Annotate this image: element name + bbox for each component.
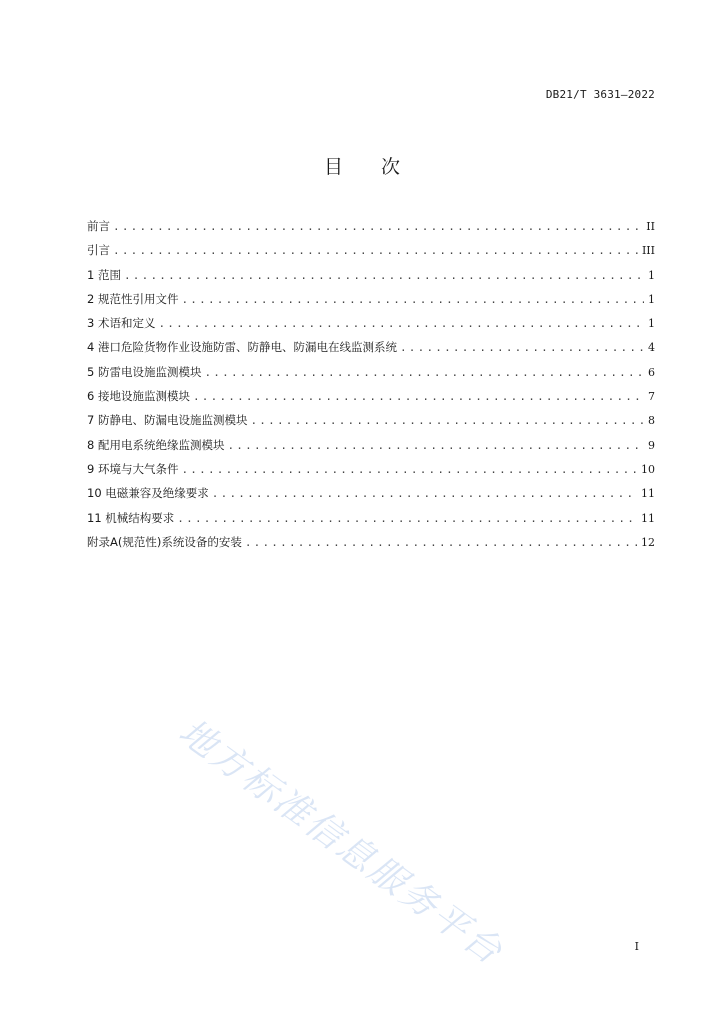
toc-entry-page: 6 <box>648 365 655 379</box>
toc-entry-appendix-a[interactable] <box>87 534 655 558</box>
toc-leader-dots <box>124 269 644 282</box>
toc-entry-label: 7 防静电、防漏电设施监测模块 <box>87 412 250 428</box>
toc-entry-page: 1 <box>648 292 655 306</box>
watermark: 地方标准信息服务平台 <box>171 711 511 974</box>
toc-entry-grounding-module[interactable] <box>87 388 655 412</box>
toc-leader-dots <box>245 536 637 549</box>
toc-leader-dots <box>193 390 644 403</box>
toc-entry-terms-definitions[interactable] <box>87 315 655 339</box>
toc-leader-dots <box>250 414 644 427</box>
toc-entry-label: 3 术语和定义 <box>87 315 158 331</box>
toc-entry-page: III <box>641 244 655 258</box>
toc-leader-dots <box>227 439 644 452</box>
title-char-1: 目 <box>323 156 343 178</box>
title-char-2: 次 <box>381 156 401 178</box>
toc-entry-scope[interactable] <box>87 267 655 291</box>
toc-entry-page: 4 <box>648 341 655 355</box>
toc-entry-page: 11 <box>641 511 655 525</box>
toc-entry-label: 2 规范性引用文件 <box>87 291 181 307</box>
toc-entry-label: 附录A(规范性)系统设备的安装 <box>87 534 245 550</box>
toc-leader-dots <box>212 487 637 500</box>
toc-entry-page: 8 <box>648 414 655 428</box>
toc-entry-label: 4 港口危险货物作业设施防雷、防静电、防漏电在线监测系统 <box>87 339 400 355</box>
toc-entry-label: 8 配用电系统绝缘监测模块 <box>87 437 227 453</box>
table-of-contents <box>87 218 655 558</box>
toc-entry-page: II <box>646 220 655 233</box>
toc-entry-emc-insulation[interactable] <box>87 485 655 509</box>
toc-entry-label: 引言 <box>87 242 113 258</box>
toc-entry-monitoring-system[interactable] <box>87 339 655 363</box>
toc-entry-page: 7 <box>648 390 655 404</box>
toc-leader-dots <box>204 366 644 379</box>
toc-leader-dots <box>181 463 637 476</box>
toc-entry-insulation-module[interactable] <box>87 437 655 461</box>
toc-entry-label: 11 机械结构要求 <box>87 510 177 526</box>
toc-leader-dots <box>181 293 644 306</box>
page-title <box>0 152 724 179</box>
toc-leader-dots <box>113 220 642 233</box>
toc-entry-label: 5 防雷电设施监测模块 <box>87 364 204 380</box>
toc-leader-dots <box>177 512 637 525</box>
toc-entry-lightning-module[interactable] <box>87 364 655 388</box>
toc-entry-page: 11 <box>641 487 655 501</box>
toc-entry-static-leakage-module[interactable] <box>87 412 655 436</box>
toc-leader-dots <box>158 317 644 330</box>
toc-entry-label: 1 范围 <box>87 267 124 283</box>
toc-entry-page: 1 <box>648 317 655 331</box>
toc-entry-label: 6 接地设施监测模块 <box>87 388 193 404</box>
toc-entry-page: 1 <box>648 268 655 282</box>
toc-entry-mechanical-structure[interactable] <box>87 510 655 534</box>
toc-entry-page: 9 <box>648 438 655 452</box>
standard-code: DB21/T 3631—2022 <box>545 88 655 101</box>
toc-entry-page: 12 <box>641 535 655 549</box>
page-number: I <box>634 940 639 953</box>
toc-leader-dots <box>113 244 638 257</box>
toc-entry-page: 10 <box>641 462 655 476</box>
toc-leader-dots <box>400 341 644 354</box>
toc-entry-foreword[interactable] <box>87 218 655 242</box>
toc-entry-label: 前言 <box>87 218 113 234</box>
toc-entry-normative-references[interactable] <box>87 291 655 315</box>
toc-entry-introduction[interactable] <box>87 242 655 266</box>
toc-entry-label: 9 环境与大气条件 <box>87 461 181 477</box>
toc-entry-environment[interactable] <box>87 461 655 485</box>
toc-entry-label: 10 电磁兼容及绝缘要求 <box>87 485 212 501</box>
